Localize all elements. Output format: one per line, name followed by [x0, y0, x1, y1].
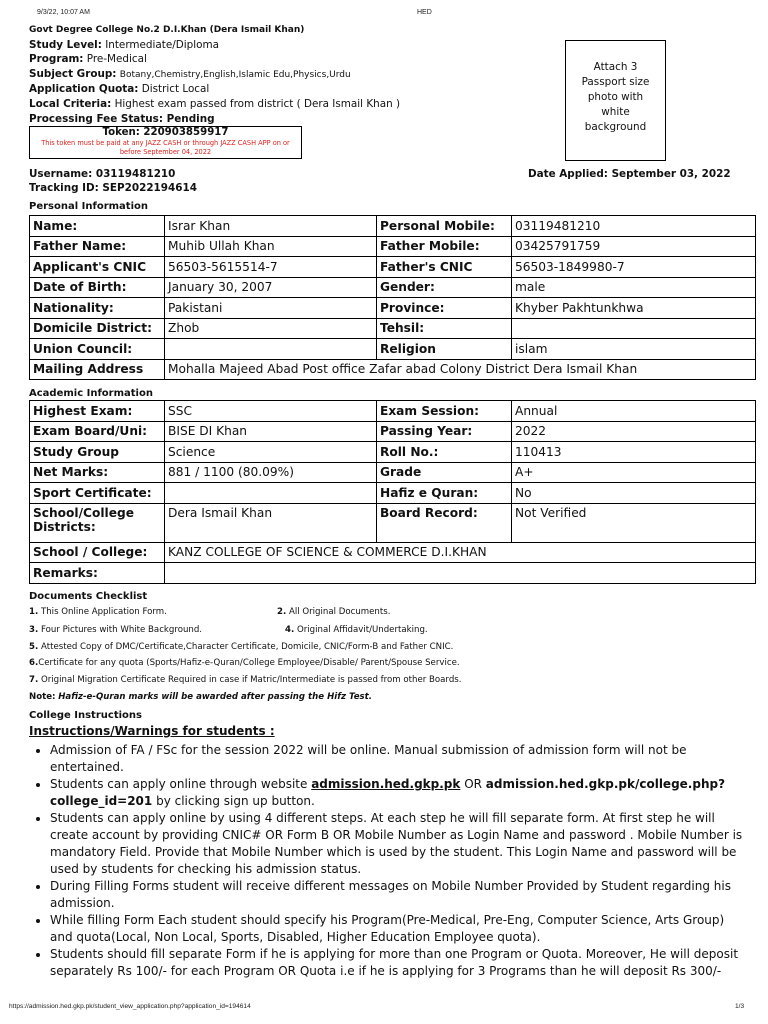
table-row [30, 236, 756, 257]
personal-info-table-wrap [29, 215, 756, 380]
date-applied: Date Applied: September 03, 2022 [528, 168, 731, 180]
field-label: Passing Year: [377, 421, 512, 442]
field-value: No [512, 483, 756, 504]
field-value: Israr Khan [165, 216, 377, 237]
checklist-item: 3. Four Pictures with White Background. [29, 625, 203, 635]
table-row [30, 277, 756, 298]
instructions-list [29, 742, 750, 980]
checklist-item: 1. This Online Application Form. [29, 607, 167, 617]
field-value: Science [165, 442, 377, 463]
personal-info-title: Personal Information [29, 201, 148, 212]
token-box [29, 126, 302, 159]
field-label: Sport Certificate: [30, 483, 165, 504]
admission-site-link[interactable]: admission.hed.gkp.pk [311, 777, 461, 791]
subject-group-value: Botany,Chemistry,English,Islamic Edu,Physics,Urdu [119, 69, 351, 80]
page-number: 1/3 [735, 1003, 745, 1010]
field-label: Study Group [30, 442, 165, 463]
table-row [30, 339, 756, 360]
field-label: Tehsil: [377, 318, 512, 339]
field-label: Personal Mobile: [377, 216, 512, 237]
tracking-id: Tracking ID: SEP2022194614 [29, 182, 197, 194]
field-value: 03119481210 [512, 216, 756, 237]
list-item: • While filling Form Each student should specify his Program(Pre-Medical, Pre-Eng, Computer Science, Arts Group) and quota(Local, Non Local, Sports, Disabled, Higher Education Employee quota). [50, 912, 750, 946]
field-label: Province: [377, 298, 512, 319]
checklist-note: Note: Hafiz-e-Quran marks will be awarded after passing the Hifz Test. [29, 692, 373, 702]
remarks-label: Remarks: [30, 563, 165, 584]
field-value: BISE DI Khan [165, 421, 377, 442]
field-value: 03425791759 [512, 236, 756, 257]
photo-line: Passport size [581, 76, 650, 88]
field-label: Highest Exam: [30, 401, 165, 422]
field-label: Roll No.: [377, 442, 512, 463]
list-item: • During Filling Forms student will receive different messages on Mobile Number Provided by Student regarding his admission. [50, 878, 750, 912]
checklist-item: 5. Attested Copy of DMC/Certificate,Character Certificate, Domicile, CNIC/Form-B and Father CNIC. [29, 642, 454, 652]
list-item: • Students can apply online through website admission.hed.gkp.pk OR admission.hed.gkp.pk/college.php?college_id=201 by clicking sign up button. [50, 776, 750, 810]
field-label: Grade [377, 462, 512, 483]
study-level-label: Study Level: [29, 38, 102, 51]
field-value: 881 / 1100 (80.09%) [165, 462, 377, 483]
field-value: male [512, 277, 756, 298]
checklist-item: 4. Original Affidavit/Undertaking. [285, 625, 428, 635]
quota-label: Application Quota: [29, 83, 139, 96]
field-label: Name: [30, 216, 165, 237]
field-label: Union Council: [30, 339, 165, 360]
field-label: Father Mobile: [377, 236, 512, 257]
field-value: Not Verified [512, 503, 756, 542]
college-name: Govt Degree College No.2 D.I.Khan (Dera Ismail Khan) [29, 25, 305, 35]
field-value: 2022 [512, 421, 756, 442]
table-row [30, 359, 756, 380]
field-label: Date of Birth: [30, 277, 165, 298]
fee-status: Processing Fee Status: Pending [29, 112, 215, 125]
field-label: Father Name: [30, 236, 165, 257]
field-value: Annual [512, 401, 756, 422]
field-value: Dera Ismail Khan [165, 503, 377, 542]
footer-url: https://admission.hed.gkp.pk/student_view_application.php?application_id=194614 [9, 1003, 251, 1010]
table-row [30, 318, 756, 339]
remarks-value [165, 563, 756, 584]
field-label: Nationality: [30, 298, 165, 319]
list-item: • Students can apply online by using 4 different steps. At each step he will fill separate form. At first step he will create account by providing CNIC# OR Form B OR Mobile Number as Login Name and password . Mobile Number is mandatory Field. Provide that Mobile Number which is used by the student. This Login Name and password will be used by students for checking his admission status. [50, 810, 750, 878]
photo-placeholder [565, 40, 666, 161]
field-label: Board Record: [377, 503, 512, 542]
photo-line: background [584, 121, 647, 133]
table-row [30, 257, 756, 278]
print-site-title: HED [417, 9, 432, 16]
field-label: Applicant's CNIC [30, 257, 165, 278]
program-label: Program: [29, 53, 84, 66]
subject-group-label: Subject Group: [29, 67, 117, 80]
field-value: Khyber Pakhtunkhwa [512, 298, 756, 319]
checklist-item: 2. All Original Documents. [277, 607, 391, 617]
academic-info-table-wrap [29, 400, 756, 584]
field-label: Net Marks: [30, 462, 165, 483]
quota-value: District Local [141, 83, 210, 96]
table-row [30, 563, 756, 584]
field-value: islam [512, 339, 756, 360]
field-label: Father's CNIC [377, 257, 512, 278]
criteria-value: Highest exam passed from district ( Dera Ismail Khan ) [114, 97, 401, 110]
table-row [30, 298, 756, 319]
checklist-title: Documents Checklist [29, 591, 148, 602]
field-value: A+ [512, 462, 756, 483]
field-value [165, 339, 377, 360]
list-item: • Admission of FA / FSc for the session 2022 will be online. Manual submission of admission form will not be entertained. [50, 742, 750, 776]
field-label: Exam Session: [377, 401, 512, 422]
personal-info-table [29, 215, 756, 380]
checklist-item: 7. Original Migration Certificate Required in case if Matric/Intermediate is passed from other Boards. [29, 675, 462, 685]
table-row [30, 462, 756, 483]
college-page-link[interactable]: admission.hed.gkp.pk/college.php?college_id=201 [50, 777, 726, 808]
academic-info-title: Academic Information [29, 388, 153, 399]
field-value: 56503-5615514-7 [165, 257, 377, 278]
table-row [30, 442, 756, 463]
field-value: Pakistani [165, 298, 377, 319]
photo-line: white [601, 106, 630, 118]
field-value [165, 483, 377, 504]
table-row [30, 503, 756, 542]
field-value: January 30, 2007 [165, 277, 377, 298]
instructions-heading: Instructions/Warnings for students : [29, 724, 275, 738]
table-row [30, 542, 756, 563]
study-level-value: Intermediate/Diploma [105, 38, 219, 51]
photo-line: photo with [587, 91, 644, 103]
academic-info-table [29, 400, 756, 584]
token-number: Token: 220903859917 [102, 127, 229, 138]
school-college-value: KANZ COLLEGE OF SCIENCE & COMMERCE D.I.KHAN [165, 542, 756, 563]
field-label: Hafiz e Quran: [377, 483, 512, 504]
application-header [29, 23, 400, 126]
field-label: Religion [377, 339, 512, 360]
field-label: Exam Board/Uni: [30, 421, 165, 442]
field-value: 110413 [512, 442, 756, 463]
field-value: 56503-1849980-7 [512, 257, 756, 278]
print-datetime: 9/3/22, 10:07 AM [37, 9, 90, 16]
college-instructions-title: College Instructions [29, 710, 142, 721]
token-payment-note: This token must be paid at any JAZZ CASH or through JAZZ CASH APP on or before September 04, 2022 [41, 139, 290, 156]
list-item: • Students should fill separate Form if he is applying for more than one Program or Quota. Moreover, He will deposit separately Rs 100/- for each Program OR Quota i.e if he is applying for 3 Programs than he will deposit Rs 300/- [50, 946, 750, 980]
criteria-label: Local Criteria: [29, 97, 112, 110]
mailing-address-value: Mohalla Majeed Abad Post office Zafar abad Colony District Dera Ismail Khan [165, 359, 756, 380]
school-college-label: School / College: [30, 542, 165, 563]
photo-line: Attach 3 [593, 61, 638, 73]
mailing-address-label: Mailing Address [30, 359, 165, 380]
field-value: SSC [165, 401, 377, 422]
field-label: Gender: [377, 277, 512, 298]
field-value: Zhob [165, 318, 377, 339]
table-row [30, 421, 756, 442]
username: Username: 03119481210 [29, 168, 176, 180]
table-row [30, 401, 756, 422]
field-value [512, 318, 756, 339]
field-value: Muhib Ullah Khan [165, 236, 377, 257]
field-label: School/College Districts: [30, 503, 165, 542]
field-label: Domicile District: [30, 318, 165, 339]
table-row [30, 483, 756, 504]
checklist-item: 6.Certificate for any quota (Sports/Hafiz-e-Quran/College Employee/Disable/ Parent/Spouse Service. [29, 658, 460, 668]
program-value: Pre-Medical [86, 53, 147, 66]
table-row [30, 216, 756, 237]
